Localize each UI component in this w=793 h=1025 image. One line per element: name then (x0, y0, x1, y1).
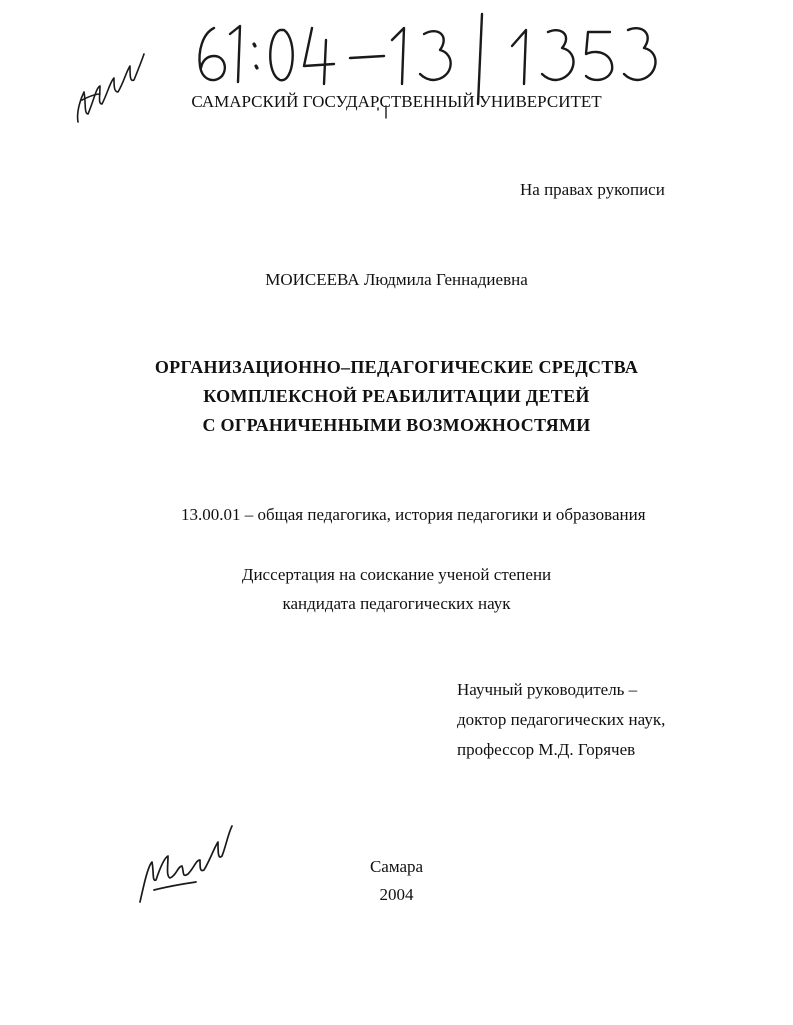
dissertation-title-line-1: ОРГАНИЗАЦИОННО–ПЕДАГОГИЧЕСКИЕ СРЕДСТВА (154, 357, 639, 377)
author-surname: МОИСЕЕВА (265, 270, 360, 289)
supervisor-role: Научный руководитель – (457, 680, 638, 699)
dissertation-title-line-3: С ОГРАНИЧЕННЫМИ ВОЗМОЖНОСТЯМИ (202, 415, 591, 435)
author-name (0, 270, 793, 290)
degree-line-1: Диссертация на соискание ученой степени (241, 565, 552, 584)
year: 2004 (379, 885, 414, 904)
degree-line-2: кандидата педагогических наук (282, 594, 511, 613)
specialty-code: 13.00.01 – общая педагогика, история педагогики и образования (181, 505, 646, 524)
stray-pen-marks (374, 104, 394, 144)
city: Самара (369, 857, 424, 876)
university-name: САМАРСКИЙ ГОСУДАРСТВЕННЫЙ УНИВЕРСИТЕТ (191, 92, 602, 111)
manuscript-rights: На правах рукописи (520, 180, 665, 199)
signature-top-left (60, 30, 160, 130)
dissertation-title-line-2: КОМПЛЕКСНОЙ РЕАБИЛИТАЦИИ ДЕТЕЙ (203, 386, 590, 406)
supervisor-degree: доктор педагогических наук, (457, 710, 666, 729)
supervisor-name: профессор М.Д. Горячев (457, 740, 636, 759)
author-given-names: Людмила Геннадиевна (363, 270, 528, 289)
